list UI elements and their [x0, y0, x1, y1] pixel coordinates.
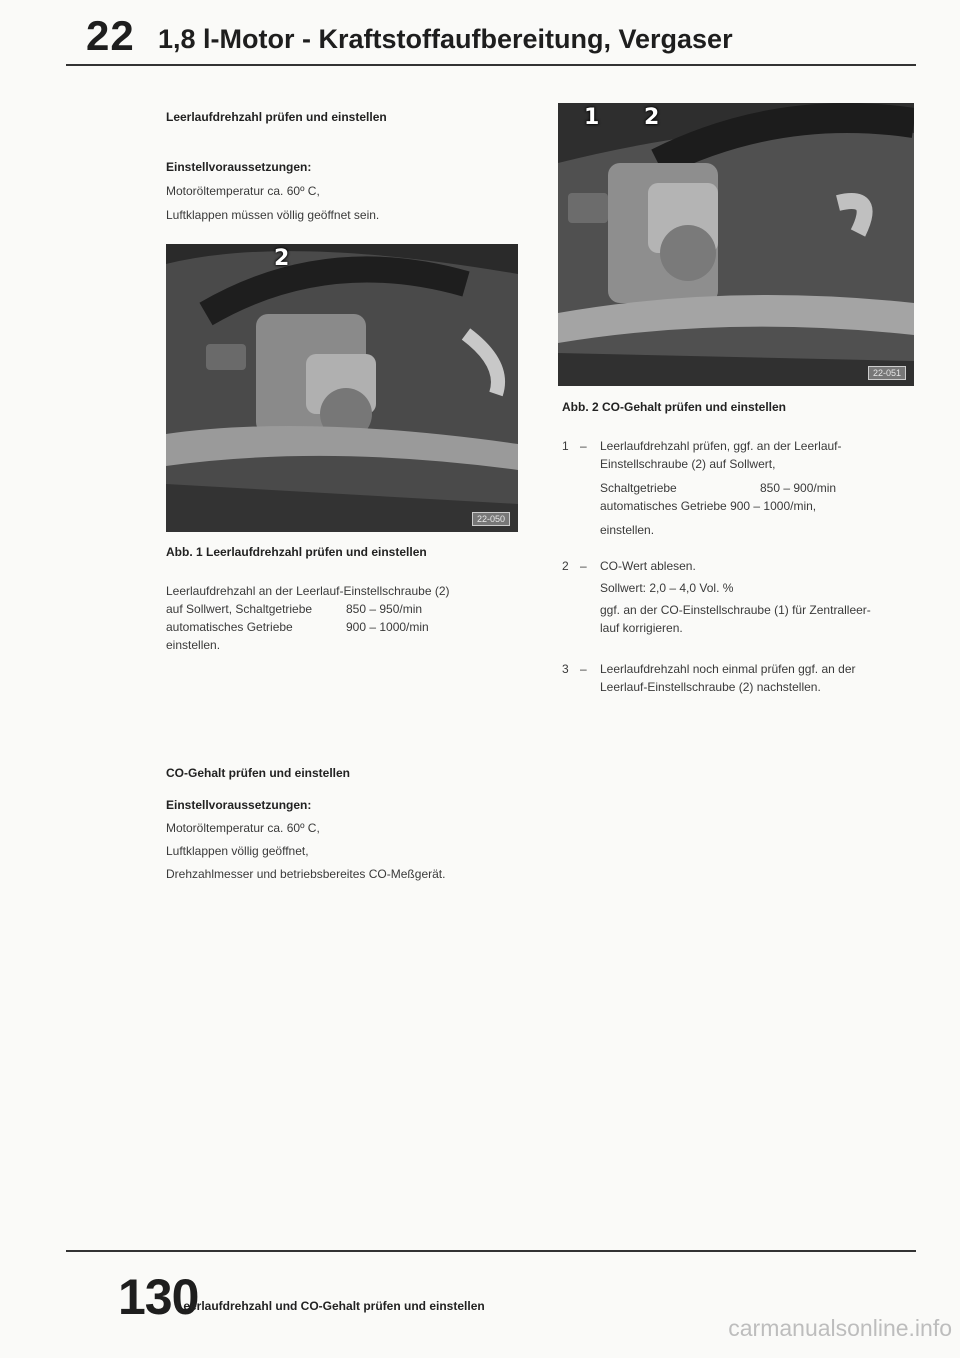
spec-value: 850 – 950/min — [346, 602, 423, 616]
figure-2-caption: Abb. 2 CO-Gehalt prüfen und einstellen — [562, 400, 787, 414]
step-line: Sollwert: 2,0 – 4,0 Vol. % — [600, 581, 734, 595]
spec-row-automatic: automatisches Getriebe 900 – 1000/min, — [600, 499, 817, 513]
prerequisites-block-1 — [166, 158, 379, 224]
section-title-co-content: CO-Gehalt prüfen und einstellen — [166, 766, 351, 780]
step-line: CO-Wert ablesen. — [600, 559, 696, 573]
prerequisites-heading: Einstellvoraussetzungen: — [166, 798, 312, 812]
figure-1-caption: Abb. 1 Leerlaufdrehzahl prüfen und einstellen — [166, 545, 427, 559]
figure-1-code: 22-050 — [472, 512, 510, 526]
step-dash: – — [580, 559, 587, 573]
spec-value: 900 – 1000/min — [346, 620, 429, 634]
prereq-line: Motoröltemperatur ca. 60º C, — [166, 184, 320, 198]
step-2 — [562, 557, 942, 647]
step-body — [600, 437, 940, 539]
spec-row-automatic — [166, 618, 526, 636]
spec-value: 850 – 900/min — [760, 481, 837, 495]
step-line: lauf korrigieren. — [600, 621, 683, 635]
prereq-line: Luftklappen völlig geöffnet, — [166, 844, 309, 858]
spec-row-manual — [166, 600, 526, 618]
chapter-number: 22 — [86, 12, 135, 59]
page-number: 130 — [118, 1269, 199, 1325]
engine-carburetor-image — [558, 103, 914, 386]
step-line: Leerlaufdrehzahl prüfen, ggf. an der Leerlauf- — [600, 439, 842, 453]
step-3 — [562, 660, 942, 710]
footer-title: Leerlaufdrehzahl und CO-Gehalt prüfen und einstellen — [176, 1299, 485, 1313]
step-line: Leerlauf-Einstellschraube (2) nachstellen. — [600, 680, 821, 694]
prerequisites-block-2 — [166, 796, 445, 883]
step-body — [600, 660, 940, 696]
step-line: Einstellschraube (2) auf Sollwert, — [600, 457, 776, 471]
figure-2-callout-2: 2 — [644, 105, 660, 130]
watermark: carmanualsonline.info — [728, 1315, 952, 1341]
spec-label: auf Sollwert, Schaltgetriebe — [166, 602, 313, 616]
section-title-idle-speed: Leerlaufdrehzahl prüfen und einstellen — [166, 110, 387, 124]
spec-label: Schaltgetriebe — [600, 481, 677, 495]
step-number: 3 — [562, 662, 569, 676]
prereq-line: Luftklappen müssen völlig geöffnet sein. — [166, 208, 380, 222]
prerequisites-heading: Einstellvoraussetzungen: — [166, 160, 312, 174]
instruction-line: einstellen. — [166, 638, 221, 652]
page-title: 1,8 l-Motor - Kraftstoffaufbereitung, Vergaser — [158, 24, 733, 54]
figure-1-photo — [166, 244, 518, 532]
instruction-line: Leerlaufdrehzahl an der Leerlauf-Einstellschraube (2) — [166, 584, 450, 598]
prereq-line: Motoröltemperatur ca. 60º C, — [166, 821, 320, 835]
step-1 — [562, 437, 942, 547]
footer-divider — [66, 1250, 916, 1252]
step-number: 2 — [562, 559, 569, 573]
step-body — [600, 557, 940, 637]
step-line: einstellen. — [600, 523, 655, 537]
figure-1-callout: 2 — [274, 246, 290, 271]
step-line: Leerlaufdrehzahl noch einmal prüfen ggf. an der — [600, 662, 856, 676]
header-divider — [66, 64, 916, 66]
step-dash: – — [580, 439, 587, 453]
engine-carburetor-image — [166, 244, 518, 532]
step-line: ggf. an der CO-Einstellschraube (1) für Zentralleer- — [600, 603, 871, 617]
idle-speed-instructions — [166, 582, 526, 654]
step-number: 1 — [562, 439, 569, 453]
spec-label: automatisches Getriebe — [166, 620, 293, 634]
figure-2-photo — [558, 103, 914, 386]
spec-row-manual — [600, 479, 940, 497]
prereq-line: Drehzahlmesser und betriebsbereites CO-Meßgerät. — [166, 867, 446, 881]
figure-2-callout-1: 1 — [584, 105, 600, 130]
step-dash: – — [580, 662, 587, 676]
figure-2-code: 22-051 — [868, 366, 906, 380]
